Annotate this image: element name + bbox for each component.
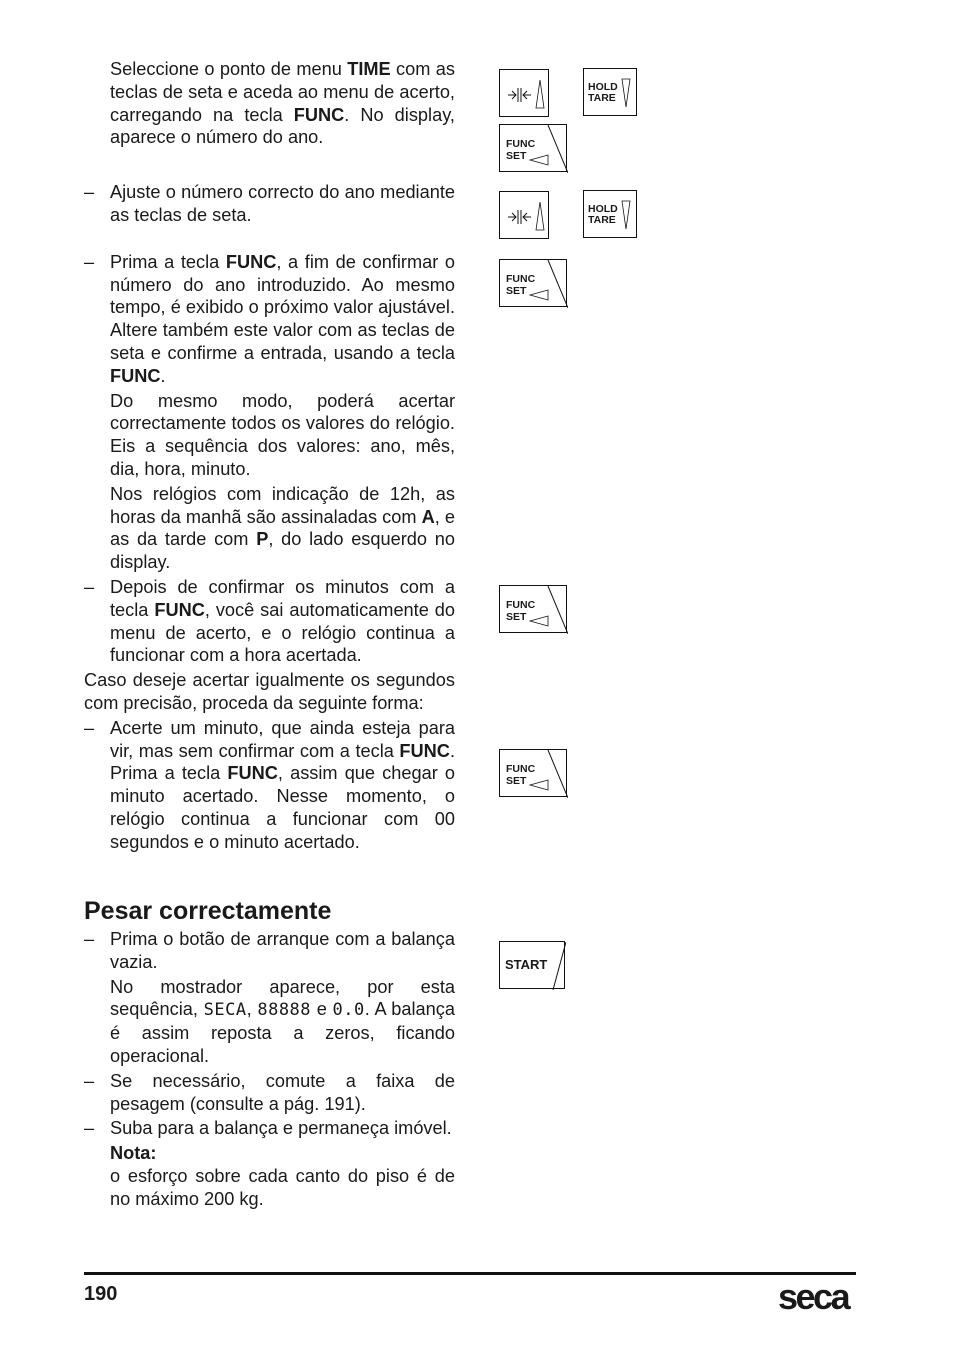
key-label: SET — [506, 775, 527, 787]
text-run: o esforço sobre cada canto do piso é de no máximo 200 kg. — [110, 1165, 455, 1209]
display-readout: SECA — [203, 1000, 247, 1021]
text-run: , e as da tarde com — [110, 506, 455, 550]
text-run: Ajuste o número correcto do ano mediante as teclas de seta. — [110, 182, 455, 225]
list-item — [84, 928, 455, 974]
bold-text: FUNC — [293, 104, 345, 125]
paragraph — [84, 669, 455, 715]
section-heading: Pesar correctamente — [84, 897, 332, 925]
text-run: Acerte um minuto, que ainda esteja para vir, mas sem confirmar com a tecla — [110, 717, 455, 761]
seca-logo: seca — [778, 1276, 849, 1317]
display-readout: 0.0 — [332, 1000, 365, 1021]
down-triangle-icon — [584, 191, 638, 239]
start-key-icon — [499, 941, 565, 989]
text-run: Depois de confirmar os minutos com a tecla — [110, 576, 455, 620]
key-label: FUNC — [506, 763, 536, 775]
text-run: . Prima a tecla — [110, 740, 455, 784]
key-label: FUNC — [506, 273, 536, 285]
text-run: Nos relógios com indicação de 12h, as horas da manhã são assinaladas com — [110, 483, 455, 527]
key-label: FUNC — [506, 599, 536, 611]
key-label: SET — [506, 285, 527, 297]
list-item — [84, 1070, 455, 1116]
text-run: , a fim de confirmar o número do ano introduzido. Ao mesmo tempo, é exibido o próximo valor ajustável. Altere também este valor com as teclas de seta e confirme a entrada, usando a tecla — [110, 251, 456, 363]
paragraph — [84, 483, 455, 574]
text-run: Suba para a balança e permaneça imóvel. — [110, 1118, 452, 1139]
footer-rule — [84, 1272, 856, 1275]
key-label: TARE — [588, 92, 616, 104]
left-triangle-icon — [500, 260, 568, 308]
left-triangle-icon — [500, 586, 568, 634]
down-triangle-icon — [584, 69, 638, 117]
text-run: Se necessário, comute a faixa de pesagem (consulte a pág. 191). — [110, 1070, 455, 1114]
list-item — [84, 1117, 455, 1140]
bold-text: TIME — [347, 59, 391, 79]
hold-tare-key-icon — [583, 190, 637, 238]
list-item — [84, 251, 455, 388]
text-run: , do lado esquerdo no display. — [110, 529, 455, 573]
arrow-symbol-icon — [500, 192, 550, 240]
bold-text: Nota: — [110, 1143, 157, 1164]
list-item — [84, 576, 455, 667]
paragraph — [84, 58, 455, 149]
bold-text: FUNC — [227, 763, 278, 784]
key-label: FUNC — [506, 138, 536, 150]
paragraph — [84, 976, 455, 1068]
page-number: 190 — [84, 1283, 118, 1305]
text-run: Prima a tecla — [110, 251, 226, 272]
bold-text: FUNC — [154, 599, 205, 620]
list-item — [84, 717, 455, 854]
text-run: , assim que chegar o minuto acertado. Nesse momento, o relógio continua a funcionar com 00 segundos e o minuto acertado. — [110, 763, 455, 852]
func-set-key-icon — [499, 259, 567, 307]
arrow-keys-icon — [499, 69, 549, 117]
text-run: Do mesmo modo, poderá acertar correctamente todos os valores do relógio. Eis a sequência dos valores: ano, mês, dia, hora, minuto. — [110, 390, 455, 479]
hold-tare-key-icon — [583, 68, 637, 116]
func-set-key-icon — [499, 749, 567, 797]
left-triangle-icon — [500, 125, 568, 173]
text-run: Prima o botão de arranque com a balança vazia. — [110, 929, 455, 972]
text-run: . A balança é assim reposta a zeros, ficando operacional. — [110, 999, 455, 1066]
text-run: com as teclas de seta e aceda ao menu de acerto, carregando na tecla — [110, 59, 455, 125]
key-label: START — [505, 957, 548, 972]
bold-text: A — [421, 506, 435, 527]
text-column-bottom — [84, 896, 455, 1211]
note-label — [84, 1142, 455, 1165]
start-key-edge — [500, 942, 566, 990]
text-run: Caso deseje acertar igualmente os segundos com precisão, proceda da seguinte forma: — [84, 670, 455, 713]
arrow-keys-icon — [499, 191, 549, 239]
func-set-key-icon — [499, 124, 567, 172]
text-run: . No display, aparece o número do ano. — [110, 104, 455, 148]
arrow-symbol-icon — [500, 70, 550, 118]
text-run: Seleccione o ponto de menu — [110, 59, 348, 79]
key-label: HOLD — [588, 203, 618, 215]
text-run: No mostrador aparece, por esta sequência, — [110, 976, 455, 1020]
bold-text: FUNC — [225, 251, 277, 272]
key-label: HOLD — [588, 81, 618, 93]
list-item — [84, 181, 455, 227]
text-column-top — [84, 58, 455, 854]
text-run: , você sai automaticamente do menu de acerto, e o relógio continua a funcionar com a hora acertada. — [110, 599, 455, 666]
display-readout: 88888 — [257, 1000, 312, 1021]
bold-text: FUNC — [399, 740, 450, 761]
bold-text: FUNC — [110, 365, 161, 386]
text-run: , — [246, 999, 258, 1020]
key-label: SET — [506, 150, 527, 162]
note-text — [84, 1165, 455, 1211]
key-label: TARE — [588, 214, 616, 226]
func-set-key-icon — [499, 585, 567, 633]
bold-text: P — [256, 529, 269, 550]
key-label: SET — [506, 611, 527, 623]
text-run: e — [311, 999, 333, 1020]
text-run: . — [160, 365, 166, 386]
paragraph — [84, 390, 455, 481]
left-triangle-icon — [500, 750, 568, 798]
